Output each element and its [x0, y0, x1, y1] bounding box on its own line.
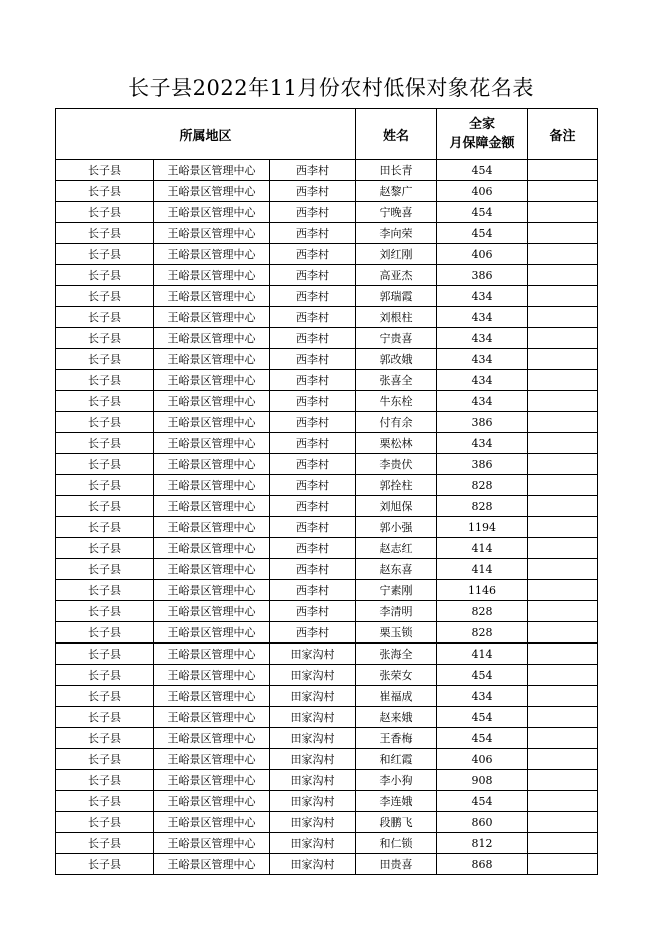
cell-village: 田家沟村	[270, 643, 356, 665]
cell-amount: 414	[437, 643, 528, 665]
cell-note	[528, 391, 598, 412]
cell-village: 田家沟村	[270, 665, 356, 686]
cell-name: 栗玉锁	[356, 622, 437, 644]
cell-name: 刘旭保	[356, 496, 437, 517]
cell-village: 西李村	[270, 265, 356, 286]
cell-center: 王峪景区管理中心	[154, 707, 270, 728]
table-row	[56, 223, 598, 244]
cell-name: 李连娥	[356, 791, 437, 812]
cell-county: 长子县	[56, 160, 154, 181]
cell-village: 西李村	[270, 160, 356, 181]
cell-name: 赵黎广	[356, 181, 437, 202]
cell-center: 王峪景区管理中心	[154, 202, 270, 223]
table-row	[56, 328, 598, 349]
cell-name: 宁贵喜	[356, 328, 437, 349]
cell-county: 长子县	[56, 202, 154, 223]
cell-note	[528, 202, 598, 223]
cell-amount: 454	[437, 791, 528, 812]
cell-county: 长子县	[56, 622, 154, 644]
cell-village: 西李村	[270, 370, 356, 391]
cell-center: 王峪景区管理中心	[154, 412, 270, 433]
cell-note	[528, 496, 598, 517]
cell-county: 长子县	[56, 665, 154, 686]
cell-center: 王峪景区管理中心	[154, 580, 270, 601]
cell-village: 田家沟村	[270, 770, 356, 791]
cell-amount: 434	[437, 370, 528, 391]
cell-note	[528, 286, 598, 307]
cell-county: 长子县	[56, 328, 154, 349]
cell-note	[528, 707, 598, 728]
header-note: 备注	[528, 109, 598, 160]
cell-county: 长子县	[56, 854, 154, 875]
cell-village: 西李村	[270, 559, 356, 580]
cell-village: 田家沟村	[270, 854, 356, 875]
cell-note	[528, 728, 598, 749]
cell-county: 长子县	[56, 475, 154, 496]
table-row	[56, 665, 598, 686]
cell-center: 王峪景区管理中心	[154, 538, 270, 559]
cell-name: 田贵喜	[356, 854, 437, 875]
table-row	[56, 559, 598, 580]
header-region: 所属地区	[56, 109, 356, 160]
cell-village: 西李村	[270, 433, 356, 454]
cell-amount: 414	[437, 538, 528, 559]
cell-county: 长子县	[56, 812, 154, 833]
cell-village: 田家沟村	[270, 791, 356, 812]
cell-center: 王峪景区管理中心	[154, 749, 270, 770]
cell-amount: 454	[437, 707, 528, 728]
cell-county: 长子县	[56, 370, 154, 391]
table-row	[56, 391, 598, 412]
cell-name: 张喜全	[356, 370, 437, 391]
cell-note	[528, 412, 598, 433]
cell-note	[528, 791, 598, 812]
cell-note	[528, 244, 598, 265]
cell-name: 牛东栓	[356, 391, 437, 412]
table-row	[56, 160, 598, 181]
cell-note	[528, 559, 598, 580]
cell-center: 王峪景区管理中心	[154, 791, 270, 812]
cell-village: 西李村	[270, 181, 356, 202]
table-row	[56, 433, 598, 454]
cell-name: 高亚杰	[356, 265, 437, 286]
table-row	[56, 265, 598, 286]
cell-county: 长子县	[56, 433, 154, 454]
cell-note	[528, 517, 598, 538]
table-row	[56, 538, 598, 559]
cell-name: 刘红刚	[356, 244, 437, 265]
cell-center: 王峪景区管理中心	[154, 244, 270, 265]
cell-name: 栗松林	[356, 433, 437, 454]
cell-center: 王峪景区管理中心	[154, 307, 270, 328]
cell-center: 王峪景区管理中心	[154, 160, 270, 181]
cell-name: 赵来娥	[356, 707, 437, 728]
cell-village: 西李村	[270, 475, 356, 496]
cell-note	[528, 665, 598, 686]
cell-county: 长子县	[56, 686, 154, 707]
cell-amount: 908	[437, 770, 528, 791]
cell-note	[528, 538, 598, 559]
cell-center: 王峪景区管理中心	[154, 686, 270, 707]
table-body	[56, 160, 598, 875]
cell-center: 王峪景区管理中心	[154, 496, 270, 517]
cell-name: 郭改娥	[356, 349, 437, 370]
cell-note	[528, 349, 598, 370]
table-row	[56, 286, 598, 307]
cell-amount: 414	[437, 559, 528, 580]
table-row	[56, 412, 598, 433]
cell-center: 王峪景区管理中心	[154, 854, 270, 875]
cell-amount: 434	[437, 286, 528, 307]
cell-center: 王峪景区管理中心	[154, 328, 270, 349]
cell-village: 西李村	[270, 622, 356, 644]
cell-note	[528, 580, 598, 601]
table-row	[56, 181, 598, 202]
table-row	[56, 349, 598, 370]
table-row	[56, 770, 598, 791]
cell-center: 王峪景区管理中心	[154, 601, 270, 622]
table-row	[56, 854, 598, 875]
cell-village: 西李村	[270, 202, 356, 223]
table-row	[56, 622, 598, 644]
header-amount	[437, 109, 528, 160]
cell-note	[528, 643, 598, 665]
cell-village: 西李村	[270, 328, 356, 349]
cell-name: 王香梅	[356, 728, 437, 749]
header-amount-line1: 全家	[468, 117, 495, 132]
cell-amount: 1194	[437, 517, 528, 538]
table-row	[56, 202, 598, 223]
cell-county: 长子县	[56, 791, 154, 812]
cell-village: 田家沟村	[270, 686, 356, 707]
cell-amount: 434	[437, 307, 528, 328]
cell-village: 田家沟村	[270, 707, 356, 728]
cell-county: 长子县	[56, 265, 154, 286]
cell-village: 田家沟村	[270, 812, 356, 833]
cell-county: 长子县	[56, 496, 154, 517]
cell-name: 和红霞	[356, 749, 437, 770]
cell-amount: 406	[437, 181, 528, 202]
table-row	[56, 749, 598, 770]
cell-village: 西李村	[270, 244, 356, 265]
table-row	[56, 244, 598, 265]
cell-amount: 868	[437, 854, 528, 875]
table-row	[56, 601, 598, 622]
cell-note	[528, 854, 598, 875]
cell-county: 长子县	[56, 601, 154, 622]
table-row	[56, 686, 598, 707]
cell-amount: 828	[437, 475, 528, 496]
cell-village: 田家沟村	[270, 833, 356, 854]
cell-village: 西李村	[270, 580, 356, 601]
cell-village: 西李村	[270, 223, 356, 244]
cell-amount: 454	[437, 202, 528, 223]
cell-amount: 828	[437, 496, 528, 517]
cell-amount: 454	[437, 160, 528, 181]
cell-village: 西李村	[270, 412, 356, 433]
cell-note	[528, 601, 598, 622]
cell-note	[528, 307, 598, 328]
cell-note	[528, 812, 598, 833]
cell-note	[528, 181, 598, 202]
roster-table	[55, 108, 598, 875]
cell-village: 西李村	[270, 454, 356, 475]
cell-amount: 406	[437, 749, 528, 770]
cell-amount: 828	[437, 622, 528, 644]
cell-name: 张荣女	[356, 665, 437, 686]
cell-center: 王峪景区管理中心	[154, 833, 270, 854]
cell-amount: 434	[437, 391, 528, 412]
cell-note	[528, 622, 598, 644]
cell-county: 长子县	[56, 538, 154, 559]
cell-county: 长子县	[56, 833, 154, 854]
cell-center: 王峪景区管理中心	[154, 812, 270, 833]
cell-amount: 812	[437, 833, 528, 854]
cell-name: 刘根柱	[356, 307, 437, 328]
cell-county: 长子县	[56, 244, 154, 265]
cell-amount: 1146	[437, 580, 528, 601]
cell-center: 王峪景区管理中心	[154, 349, 270, 370]
cell-village: 西李村	[270, 538, 356, 559]
cell-amount: 434	[437, 349, 528, 370]
cell-county: 长子县	[56, 223, 154, 244]
cell-village: 西李村	[270, 496, 356, 517]
table-row	[56, 728, 598, 749]
cell-county: 长子县	[56, 559, 154, 580]
cell-center: 王峪景区管理中心	[154, 181, 270, 202]
cell-note	[528, 223, 598, 244]
cell-name: 赵东喜	[356, 559, 437, 580]
cell-center: 王峪景区管理中心	[154, 622, 270, 644]
header-amount-line2: 月保障金额	[449, 136, 515, 151]
cell-amount: 406	[437, 244, 528, 265]
cell-county: 长子县	[56, 349, 154, 370]
cell-center: 王峪景区管理中心	[154, 433, 270, 454]
cell-name: 田长青	[356, 160, 437, 181]
cell-name: 赵志红	[356, 538, 437, 559]
cell-note	[528, 370, 598, 391]
table-row	[56, 496, 598, 517]
cell-village: 西李村	[270, 391, 356, 412]
table-row	[56, 812, 598, 833]
table-row	[56, 517, 598, 538]
cell-note	[528, 160, 598, 181]
cell-note	[528, 475, 598, 496]
cell-county: 长子县	[56, 286, 154, 307]
header-row	[56, 109, 598, 160]
cell-center: 王峪景区管理中心	[154, 728, 270, 749]
cell-center: 王峪景区管理中心	[154, 223, 270, 244]
table-row	[56, 833, 598, 854]
cell-village: 西李村	[270, 349, 356, 370]
cell-county: 长子县	[56, 391, 154, 412]
cell-county: 长子县	[56, 707, 154, 728]
cell-center: 王峪景区管理中心	[154, 559, 270, 580]
cell-amount: 454	[437, 223, 528, 244]
cell-center: 王峪景区管理中心	[154, 265, 270, 286]
table-row	[56, 370, 598, 391]
cell-village: 西李村	[270, 517, 356, 538]
cell-county: 长子县	[56, 749, 154, 770]
cell-amount: 828	[437, 601, 528, 622]
cell-center: 王峪景区管理中心	[154, 454, 270, 475]
cell-village: 西李村	[270, 307, 356, 328]
cell-county: 长子县	[56, 580, 154, 601]
cell-note	[528, 433, 598, 454]
cell-amount: 860	[437, 812, 528, 833]
cell-county: 长子县	[56, 643, 154, 665]
cell-note	[528, 454, 598, 475]
table-row	[56, 454, 598, 475]
cell-note	[528, 770, 598, 791]
cell-county: 长子县	[56, 454, 154, 475]
cell-name: 李小狗	[356, 770, 437, 791]
cell-county: 长子县	[56, 181, 154, 202]
cell-village: 西李村	[270, 286, 356, 307]
cell-note	[528, 328, 598, 349]
cell-name: 郭小强	[356, 517, 437, 538]
cell-name: 李向荣	[356, 223, 437, 244]
cell-name: 付有余	[356, 412, 437, 433]
cell-name: 张海全	[356, 643, 437, 665]
cell-amount: 386	[437, 265, 528, 286]
cell-county: 长子县	[56, 770, 154, 791]
cell-amount: 434	[437, 433, 528, 454]
cell-note	[528, 686, 598, 707]
header-name: 姓名	[356, 109, 437, 160]
cell-county: 长子县	[56, 517, 154, 538]
cell-amount: 454	[437, 728, 528, 749]
cell-name: 李清明	[356, 601, 437, 622]
cell-name: 李贵伏	[356, 454, 437, 475]
table-row	[56, 475, 598, 496]
cell-name: 宁素刚	[356, 580, 437, 601]
cell-center: 王峪景区管理中心	[154, 665, 270, 686]
cell-note	[528, 265, 598, 286]
cell-center: 王峪景区管理中心	[154, 391, 270, 412]
cell-center: 王峪景区管理中心	[154, 517, 270, 538]
cell-county: 长子县	[56, 728, 154, 749]
cell-name: 郭瑞霞	[356, 286, 437, 307]
cell-amount: 386	[437, 412, 528, 433]
cell-name: 和仁锁	[356, 833, 437, 854]
cell-note	[528, 833, 598, 854]
cell-name: 段鹏飞	[356, 812, 437, 833]
table-row	[56, 643, 598, 665]
table-row	[56, 580, 598, 601]
cell-amount: 434	[437, 328, 528, 349]
cell-amount: 454	[437, 665, 528, 686]
cell-amount: 434	[437, 686, 528, 707]
cell-village: 西李村	[270, 601, 356, 622]
cell-village: 田家沟村	[270, 749, 356, 770]
cell-name: 崔福成	[356, 686, 437, 707]
cell-center: 王峪景区管理中心	[154, 770, 270, 791]
document-title: 长子县2022年11月份农村低保对象花名表	[128, 76, 534, 100]
cell-name: 郭拴柱	[356, 475, 437, 496]
table-row	[56, 707, 598, 728]
cell-center: 王峪景区管理中心	[154, 370, 270, 391]
cell-center: 王峪景区管理中心	[154, 643, 270, 665]
cell-county: 长子县	[56, 307, 154, 328]
table-row	[56, 791, 598, 812]
table-row	[56, 307, 598, 328]
cell-village: 田家沟村	[270, 728, 356, 749]
cell-center: 王峪景区管理中心	[154, 286, 270, 307]
cell-amount: 386	[437, 454, 528, 475]
cell-note	[528, 749, 598, 770]
cell-county: 长子县	[56, 412, 154, 433]
cell-center: 王峪景区管理中心	[154, 475, 270, 496]
cell-name: 宁晚喜	[356, 202, 437, 223]
